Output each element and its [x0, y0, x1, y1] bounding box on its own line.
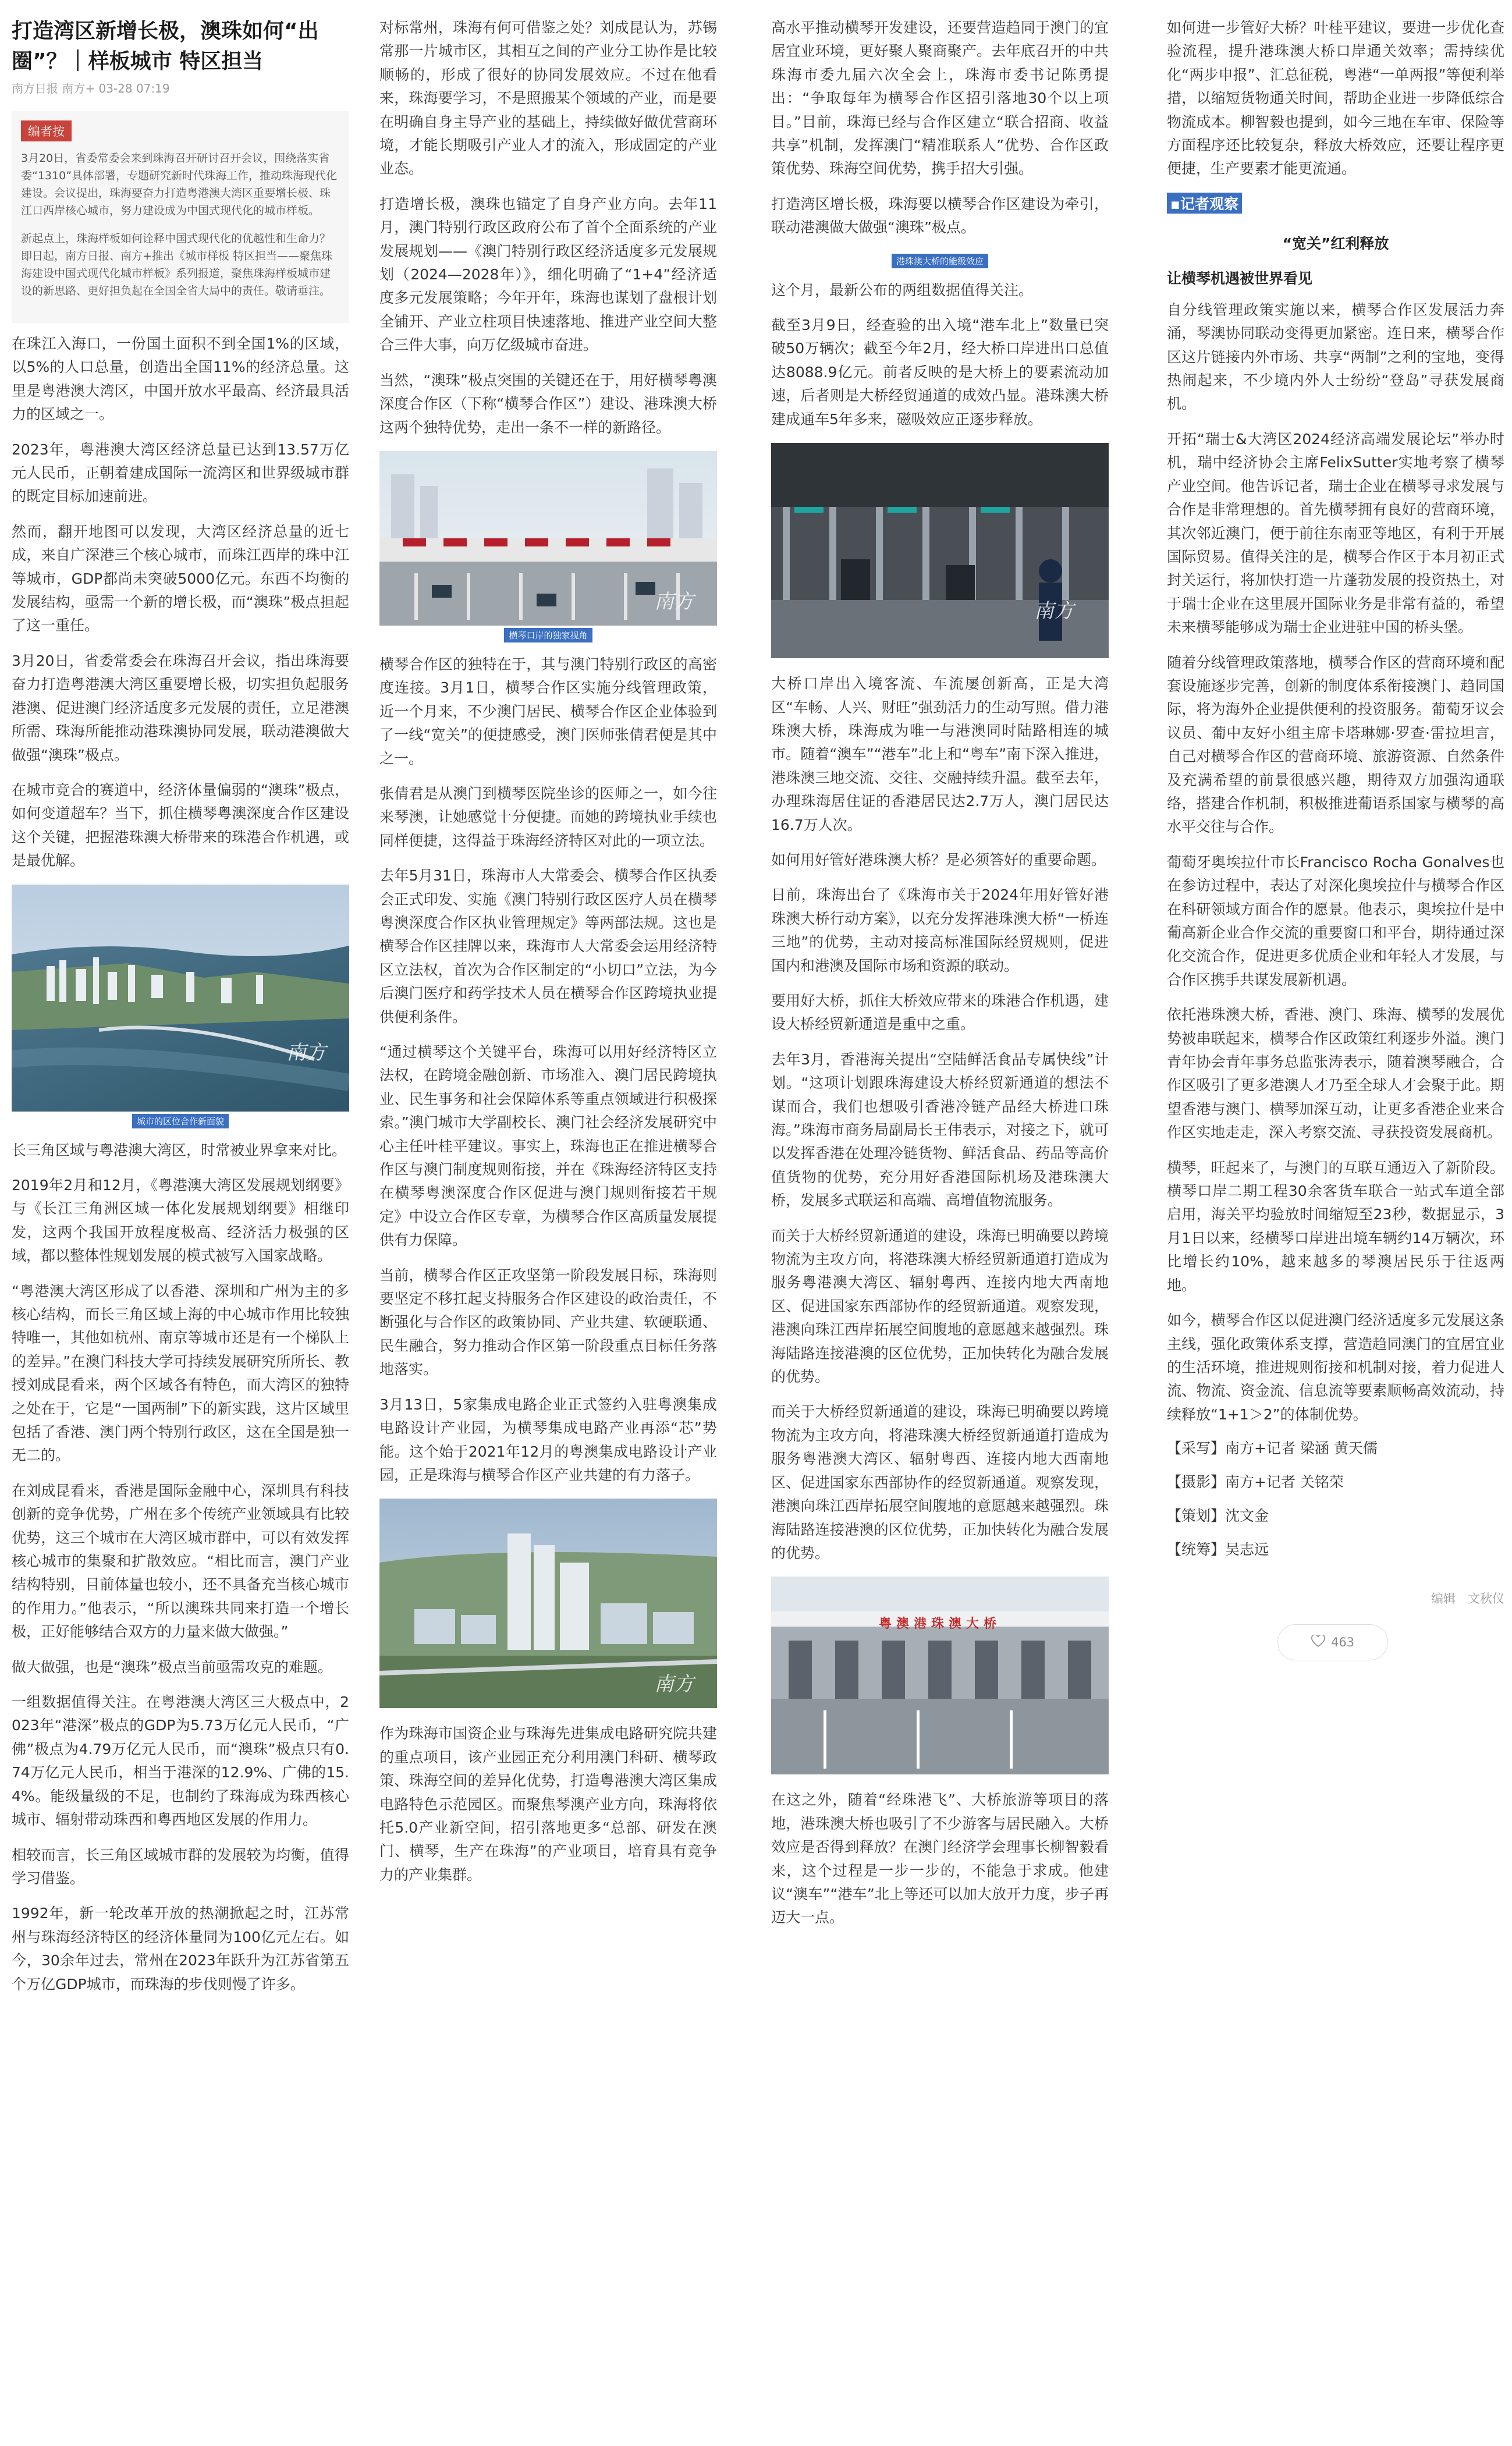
credit-writer: 【采写】南方+记者 梁涵 黄天儒: [1167, 1440, 1378, 1457]
body-paragraph: “通过横琴这个关键平台，珠海可以用好经济特区立法权，在跨境金融创新、市场准入、澳门居民跨境执业、民生事务和社会保障体系等重点领域进行积极探索。”澳门城市大学副校长、澳门社会经济发展研究中心主任叶桂平建议。事实上，珠海也正在推进横琴合作区与澳门制度规则衔接，并在《珠海经济特区支持在横琴粤澳深度合作区促进与澳门规则衔接若干规定》中设立合作区专章，为横琴合作区高质量发展提供有力保障。: [379, 1043, 717, 1249]
photo-caption-row: [379, 626, 717, 653]
article-title: 打造湾区新增长极，澳珠如何“出圈”？｜样板城市 特区担当: [12, 19, 319, 73]
body-paragraph: 去年5月31日，珠海市人大常委会、横琴合作区执委会正式印发、实施《澳门特别行政区医疗人员在横琴粤澳深度合作区执业管理规定》等两部法规。这也是横琴合作区挂牌以来，珠海市人大常委会运用经济特区立法权，首次为合作区制定的“小切口”立法，为今后澳门医疗和药学技术人员在横琴合作区跨境执业提供便利条件。: [379, 867, 717, 1025]
section-tag-marker: ▪: [1170, 195, 1180, 212]
body-paragraph: 做大做强，也是“澳珠”极点当前亟需攻克的难题。: [12, 1658, 332, 1675]
body-paragraph: 如今，横琴合作区以促进澳门经济适度多元发展这条主线，强化政策体系支撑，营造趋同澳门的宜居宜业的生活环境，推进规则衔接和机制对接，着力促进人流、物流、资金流、信息流等要素顺畅高效流动，持续释放“1+1＞2”的体制优势。: [1167, 1312, 1504, 1423]
bridge-port-image: [771, 443, 1109, 658]
body-paragraph: 对标常州，珠海有何可借鉴之处？刘成昆认为，苏锡常那一片城市区，其相互之间的产业分工协作是比较顺畅的，形成了很好的协同发展效应。不过在他看来，珠海要学习，不是照搬某个领域的产业，而是要在明确自身主导产业的基础上，持续做好做优营商环境，才能长期吸引产业人才的流入，形成固定的产业业态。: [379, 19, 717, 177]
article-column-4: [1167, 16, 1504, 2440]
credit-planner: 【策划】沈文金: [1167, 1507, 1269, 1525]
body-paragraph: 高水平推动横琴开发建设，还要营造趋同于澳门的宜居宜业环境，更好聚人聚商聚产。去年底召开的中共珠海市委九届六次全会上，珠海市委书记陈勇提出：“争取每年为横琴合作区招引落地30个以上项目。”目前，珠海已经与合作区建立“联合招商、收益共享”机制，发挥澳门“精准联系人”优势、合作区政策优势、珠海空间优势，携手招大引强。: [771, 19, 1109, 177]
body-paragraph: 当然，“澳珠”极点突围的关键还在于，用好横琴粤澳深度合作区（下称“横琴合作区”）建设、港珠澳大桥这两个独特优势，走出一条不一样的新路径。: [379, 371, 717, 436]
body-paragraph: 大桥口岸出入境客流、车流屡创新高，正是大湾区“车畅、人兴、财旺”强劲活力的生动写照。借力港珠澳大桥，珠海成为唯一与港澳同时陆路相连的城市。随着“澳车”“港车”北上和“粤车”南下深入推进，港珠澳三地交流、交往、交融持续升温。截至去年，办理珠海居住证的香港居民达2.7万人，澳门居民达16.7万人次。: [771, 675, 1109, 833]
body-paragraph: 横琴合作区的独特在于，其与澳门特别行政区的高密度连接。3月1日，横琴合作区实施分线管理政策，近一个月来，不少澳门居民、横琴合作区企业体验到了一线“宽关”的便捷感受，澳门医师张倩君便是其中之一。: [379, 655, 717, 767]
photo-watermark: 南方: [1034, 599, 1074, 623]
body-paragraph: 张倩君是从澳门到横琴医院坐诊的医师之一，如今往来琴澳，让她感觉十分便捷。而她的跨境执业手续也同样便捷，这得益于珠海经济特区对此的一项立法。: [379, 784, 717, 849]
industrial-park-photo: [379, 1499, 717, 1708]
body-paragraph: 这个月，最新公布的两组数据值得关注。: [771, 281, 1034, 299]
body-paragraph: 而关于大桥经贸新通道的建设，珠海已明确要以跨境物流为主攻方向，将港珠澳大桥经贸新通道打造成为服务粤港澳大湾区、辐射粤西、连接内地大西南地区、促进国家东西部协作的经贸新通道。观察发现，港澳向珠江西岸拓展空间腹地的意愿越来越强烈。珠海陆路连接港澳的区位优势，正加快转化为融合发展的优势。: [771, 1403, 1109, 1561]
body-paragraph: 在城市竞合的赛道中，经济体量偏弱的“澳珠”极点，如何变道超车？当下，抓住横琴粤澳深度合作区建设这个关键，把握港珠澳大桥带来的珠港合作机遇，或是最优解。: [12, 781, 349, 869]
bridge-port-photo: [771, 443, 1109, 658]
port-gate-image: [771, 1577, 1109, 1774]
body-paragraph: 一组数据值得关注。在粤港澳大湾区三大极点中，2023年“港深”极点的GDP为5.73万亿元人民币，“广佛”极点为4.79万亿元人民币，而“澳珠”极点只有0.74万亿元人民币，相当于港深的12.9%、广佛的15.4%。能级量级的不足，也制约了珠海成为珠西核心城市、辐射带动珠西和粤西地区发展的作用力。: [12, 1694, 349, 1829]
photo-caption-row: [771, 251, 1109, 279]
body-paragraph: 2019年2月和12月，《粤港澳大湾区发展规划纲要》与《长江三角洲区域一体化发展规划纲要》相继印发，这两个我国开放程度极高、经济活力极强的区域，都以整体性规划发展的模式被写入国家战略。: [12, 1176, 349, 1265]
photo-caption: 港珠澳大桥的能级效应: [892, 254, 988, 268]
body-paragraph: 相较而言，长三角区域城市群的发展较为均衡，值得学习借鉴。: [12, 1846, 349, 1887]
photo-caption: 城市的区位合作新面貌: [132, 1114, 229, 1128]
editor-line: 编辑 文秋仪: [1431, 1592, 1504, 1606]
article-column-3: [771, 16, 1109, 2440]
port-gate-photo: [771, 1577, 1109, 1774]
aerial-city-image: [12, 885, 349, 1112]
body-paragraph: 1992年，新一轮改革开放的热潮掀起之时，江苏常州与珠海经济特区的经济体量同为100亿元左右。如今，30余年过去，常州在2023年跃升为江苏省第五个万亿GDP城市，而珠海的步伐则慢了许多。: [12, 1905, 349, 1993]
body-paragraph: 去年3月，香港海关提出“空陆鲜活食品专属快线”计划。“这项计划跟珠海建设大桥经贸新通道的想法不谋而合，我们也想吸引香港冷链产品经大桥进口珠海。”珠海市商务局副局长王伟表示，对接之下，就可以发挥香港在处理冷链货物、鲜活食品、药品等高价值货物的优势，充分用好香港国际机场及港珠澳大桥，发展多式联运和高端、高增值物流服务。: [771, 1050, 1109, 1209]
photo-watermark: 南方: [654, 1673, 694, 1696]
like-button[interactable]: [1277, 1624, 1388, 1660]
body-paragraph: 当前，横琴合作区正攻坚第一阶段发展目标，珠海则要坚定不移扛起支持服务合作区建设的政治责任，不断强化与合作区的政策协同、产业共建、软硬联通、民生融合，努力推动合作区第一阶段重点目标任务落地落实。: [379, 1266, 717, 1378]
article-column-1: [12, 16, 349, 2440]
like-count: 463: [1330, 1635, 1355, 1650]
body-paragraph: 截至3月9日，经查验的出入境“港车北上”数量已突破50万辆次；截至今年2月，经大桥口岸进出口总值达8088.9亿元。前者反映的是大桥上的要素流动加速，后者则是大桥经贸通道的成效凸显。港珠澳大桥建成通车5年多来，磁吸效应正逐步释放。: [771, 317, 1109, 428]
body-paragraph: “粤港澳大湾区形成了以香港、深圳和广州为主的多核心结构，而长三角区域上海的中心城市作用比较独特唯一，其他如杭州、南京等城市还是有一个梯队上的差异。”在澳门科技大学可持续发展研究所所长、教授刘成昆看来，两个区域各有特色，而大湾区的独特之处在于，它是“一国两制”下的新实践，这片区域里包括了香港、澳门两个特别行政区，这在全国是独一无二的。: [12, 1282, 349, 1464]
body-paragraph: 日前，珠海出台了《珠海市关于2024年用好管好港珠澳大桥行动方案》，以充分发挥港珠澳大桥“一桥连三地”的优势，主动对接高标准国际经贸规则，促进国内和港澳及国际市场和资源的联动。: [771, 886, 1109, 974]
photo-watermark: 南方: [654, 590, 694, 613]
body-paragraph: 打造增长极，澳珠也锚定了自身产业方向。去年11月，澳门特别行政区政府公布了首个全面系统的产业发展规划——《澳门特别行政区经济适度多元发展规划（2024—2028年）》，细化明确了“1+4”经济适度多元发展策略；今年开年，珠海也谋划了盘根计划全铺开、产业立柱项目快速落地、推进产业空间大整合三件大事，向万亿级城市奋进。: [379, 195, 717, 354]
section-tag-label: 记者观察: [1180, 195, 1238, 212]
editor-note-box: [12, 111, 349, 323]
body-paragraph: 在这之外，随着“经珠港飞”、大桥旅游等项目的落地，港珠澳大桥也吸引了不少游客与居民融入。大桥效应是否得到释放？在澳门经济学会理事长柳智毅看来，这个过程是一步一步的，不能急于求成。他建议“澳车”“港车”北上等还可以加大放开力度，步子再迈大一点。: [771, 1791, 1109, 1926]
body-paragraph: 随着分线管理政策落地，横琴合作区的营商环境和配套设施逐步完善，创新的制度体系衔接澳门、趋同国际，将为海外企业提供便利的投资服务。葡萄牙议会议员、葡中友好小组主席卡塔琳娜·罗查·雷拉坦言，自己对横琴合作区的营商环境、旅游资源、自然条件及充满希望的前景很感兴趣，期待双方加强沟通联络，搭建合作机制，积极推进葡语系国家与横琴的高水平交往与合作。: [1167, 654, 1504, 836]
body-paragraph: 在珠江入海口，一份国土面积不到全国1%的区域，以5%的人口总量，创造出全国11%的经济总量。这里是粤港澳大湾区，中国开放水平最高、经济最具活力的区域之一。: [12, 335, 349, 423]
body-paragraph: 横琴，旺起来了，与澳门的互联互通迈入了新阶段。横琴口岸二期工程30余客货车联合一站式车道全部启用，海关平均验放时间缩短至23秒，数据显示，3月1日以来，经横琴口岸进出境车辆约14万辆次，环比增长约10%，越来越多的琴澳居民乐于往返两地。: [1167, 1159, 1504, 1294]
body-paragraph: 3月20日，省委常委会在珠海召开会议，指出珠海要奋力打造粤港澳大湾区重要增长极，切实担负起服务港澳、促进澳门经济适度多元发展的责任，立足港澳所需、珠海所能推动港珠澳协同发展，联动港澳做大做强“澳珠”极点。: [12, 652, 349, 764]
section-subtitle: “宽关”红利释放: [1282, 235, 1389, 252]
hengqin-port-photo: [379, 451, 717, 626]
body-paragraph: 然而，翻开地图可以发现，大湾区经济总量的近七成，来自广深港三个核心城市，而珠江西岸的珠中江等城市，GDP都尚未突破5000亿元。东西不均衡的发展结构，亟需一个新的增长极，而“澳珠”极点担起了这一重任。: [12, 523, 349, 634]
body-paragraph: 作为珠海市国资企业与珠海先进集成电路研究院共建的重点项目，该产业园正充分利用澳门科研、横琴政策、珠海空间的差异化优势，打造粤港澳大湾区集成电路特色示范园区。而聚焦琴澳产业方向，珠海将依托5.0产业新空间，招引落地更多“总部、研发在澳门、横琴，生产在珠海”的产业项目，培育具有竞争力的产业集群。: [379, 1725, 717, 1883]
section-heading: 让横琴机遇被世界看见: [1167, 269, 1313, 287]
body-paragraph: 打造湾区增长极，珠海要以横琴合作区建设为牵引，联动港澳做大做强“澳珠”极点。: [771, 195, 1109, 236]
article-meta: 南方日报 南方+ 03-28 07:19: [12, 81, 170, 95]
credit-photographer: 【摄影】南方+记者 关铭荣: [1167, 1474, 1344, 1491]
body-paragraph: 开拓“瑞士&大湾区2024经济高端发展论坛”举办时机，瑞中经济协会主席FelixSutter实地考察了横琴产业空间。他告诉记者，瑞士企业在横琴寻求发展与合作是非常理想的。首先横琴拥有良好的营商环境，其次邻近澳门，便于前往东南亚等地区，有利于开展国际贸易。值得关注的是，横琴合作区于本月初正式封关运行，将加快打造一片蓬勃发展的投资热土，对于瑞士企业在这里展开国际业务是非常有益的，希望未来横琴能够成为瑞士企业进驻中国的桥头堡。: [1167, 430, 1504, 636]
body-paragraph: 如何用好管好港珠澳大桥？是必须答好的重要命题。: [771, 851, 1106, 868]
body-paragraph: 3月13日，5家集成电路企业正式签约入驻粤澳集成电路设计产业园，为横琴集成电路产业再添“芯”势能。这个始于2021年12月的粤澳集成电路设计产业园，正是珠海与横琴合作区产业共建的有力落子。: [379, 1396, 717, 1483]
port-gate-sign: 粤澳港珠澳大桥: [878, 1617, 1001, 1632]
editor-note-tag: 编者按: [21, 120, 72, 141]
editor-note-paragraph: 3月20日，省委常委会来到珠海召开研讨召开会议，围绕落实省委“1310”具体部署，专题研究新时代珠海工作，推动珠海现代化建设。会议提出，珠海要奋力打造粤港澳大湾区重要增长极、珠江口西岸核心城市，努力建设成为中国式现代化的城市样板。: [21, 152, 338, 217]
body-paragraph: 如何进一步管好大桥？叶桂平建议，要进一步优化查验流程，提升港珠澳大桥口岸通关效率；需持续优化“两步申报”、汇总征税，粤港“一单两报”等便利举措，以缩短货物通关时间，帮助企业进一步降低综合物流成本。柳智毅也提到，如今三地在车审、保险等方面程序还比较复杂，释放大桥效应，还要让程序更便捷，生产要素才能更流通。: [1167, 19, 1504, 177]
body-paragraph: 依托港珠澳大桥，香港、澳门、珠海、横琴的发展优势被串联起来，横琴合作区政策红利逐步外溢。澳门青年协会青年事务总监张涛表示，随着澳琴融合，合作区吸引了更多港澳人才乃至全球人才会聚于此。期望香港与澳门、横琴加深互动，让更多香港企业来合作区实地走走，深入考察交流、寻获投资发展商机。: [1167, 1006, 1504, 1141]
photo-caption: 横琴口岸的独家视角: [504, 628, 592, 642]
body-paragraph: 自分线管理政策实施以来，横琴合作区发展活力奔涌，琴澳协同联动变得更加紧密。连日来，横琴合作区这片链接内外市场、共享“两制”之利的宝地，变得热闹起来，不少境内外人士纷纷“登岛”寻获发展商机。: [1167, 301, 1504, 413]
aerial-city-photo: [12, 885, 349, 1112]
editor-note-paragraph: 新起点上，珠海样板如何诠释中国式现代化的优越性和生命力？即日起，南方日报、南方+推出《城市样板 特区担当——聚焦珠海建设中国式现代化城市样板》系列报道，聚焦珠海样板城市建设的新思路、更好担负起在全国全省大局中的责任。敬请垂注。: [21, 232, 332, 297]
credit-coordinator: 【统筹】吴志远: [1167, 1541, 1269, 1559]
body-paragraph: 在刘成昆看来，香港是国际金融中心，深圳具有科技创新的竞争优势，广州在多个传统产业领域具有比较优势，这三个城市在大湾区城市群中，可以有效发挥核心城市的集聚和扩散效应。“相比而言，澳门产业结构特别，目前体量也较小，还不具备充当核心城市的作用力。”他表示，“所以澳珠共同来打造一个增长极，正好能够结合双方的力量来做大做强。”: [12, 1482, 349, 1641]
article-column-2: [379, 16, 717, 2440]
body-paragraph: 2023年，粤港澳大湾区经济总量已达到13.57万亿元人民币，正朝着建成国际一流湾区和世界级城市群的既定目标加速前进。: [12, 441, 349, 505]
body-paragraph: 长三角区域与粤港澳大湾区，时常被业界拿来对比。: [12, 1141, 347, 1159]
body-paragraph: 而关于大桥经贸新通道的建设，珠海已明确要以跨境物流为主攻方向，将港珠澳大桥经贸新通道打造成为服务粤港澳大湾区、辐射粤西、连接内地大西南地区、促进国家东西部协作的经贸新通道。观察发现，港澳向珠江西岸拓展空间腹地的意愿越来越强烈。珠海陆路连接港澳的区位优势，正加快转化为融合发展的优势。: [771, 1227, 1109, 1386]
photo-caption-row: [12, 1112, 349, 1139]
section-tag: [1167, 193, 1242, 214]
body-paragraph: 葡萄牙奥埃拉什市长Francisco Rocha Gonalves也在参访过程中，表达了对深化奥埃拉什与横琴合作区在科研领域方面合作的愿景。他表示，奥埃拉什是中葡高新企业合作交流的重要窗口和平台，期待通过深化交流合作，促进更多优质企业和年轻人才发展，与合作区携手共谋发展新机遇。: [1167, 853, 1504, 988]
heart-icon: [1311, 1635, 1325, 1650]
body-paragraph: 要用好大桥，抓住大桥效应带来的珠港合作机遇，建设大桥经贸新通道是重中之重。: [771, 992, 1109, 1033]
photo-watermark: 南方: [286, 1041, 326, 1064]
